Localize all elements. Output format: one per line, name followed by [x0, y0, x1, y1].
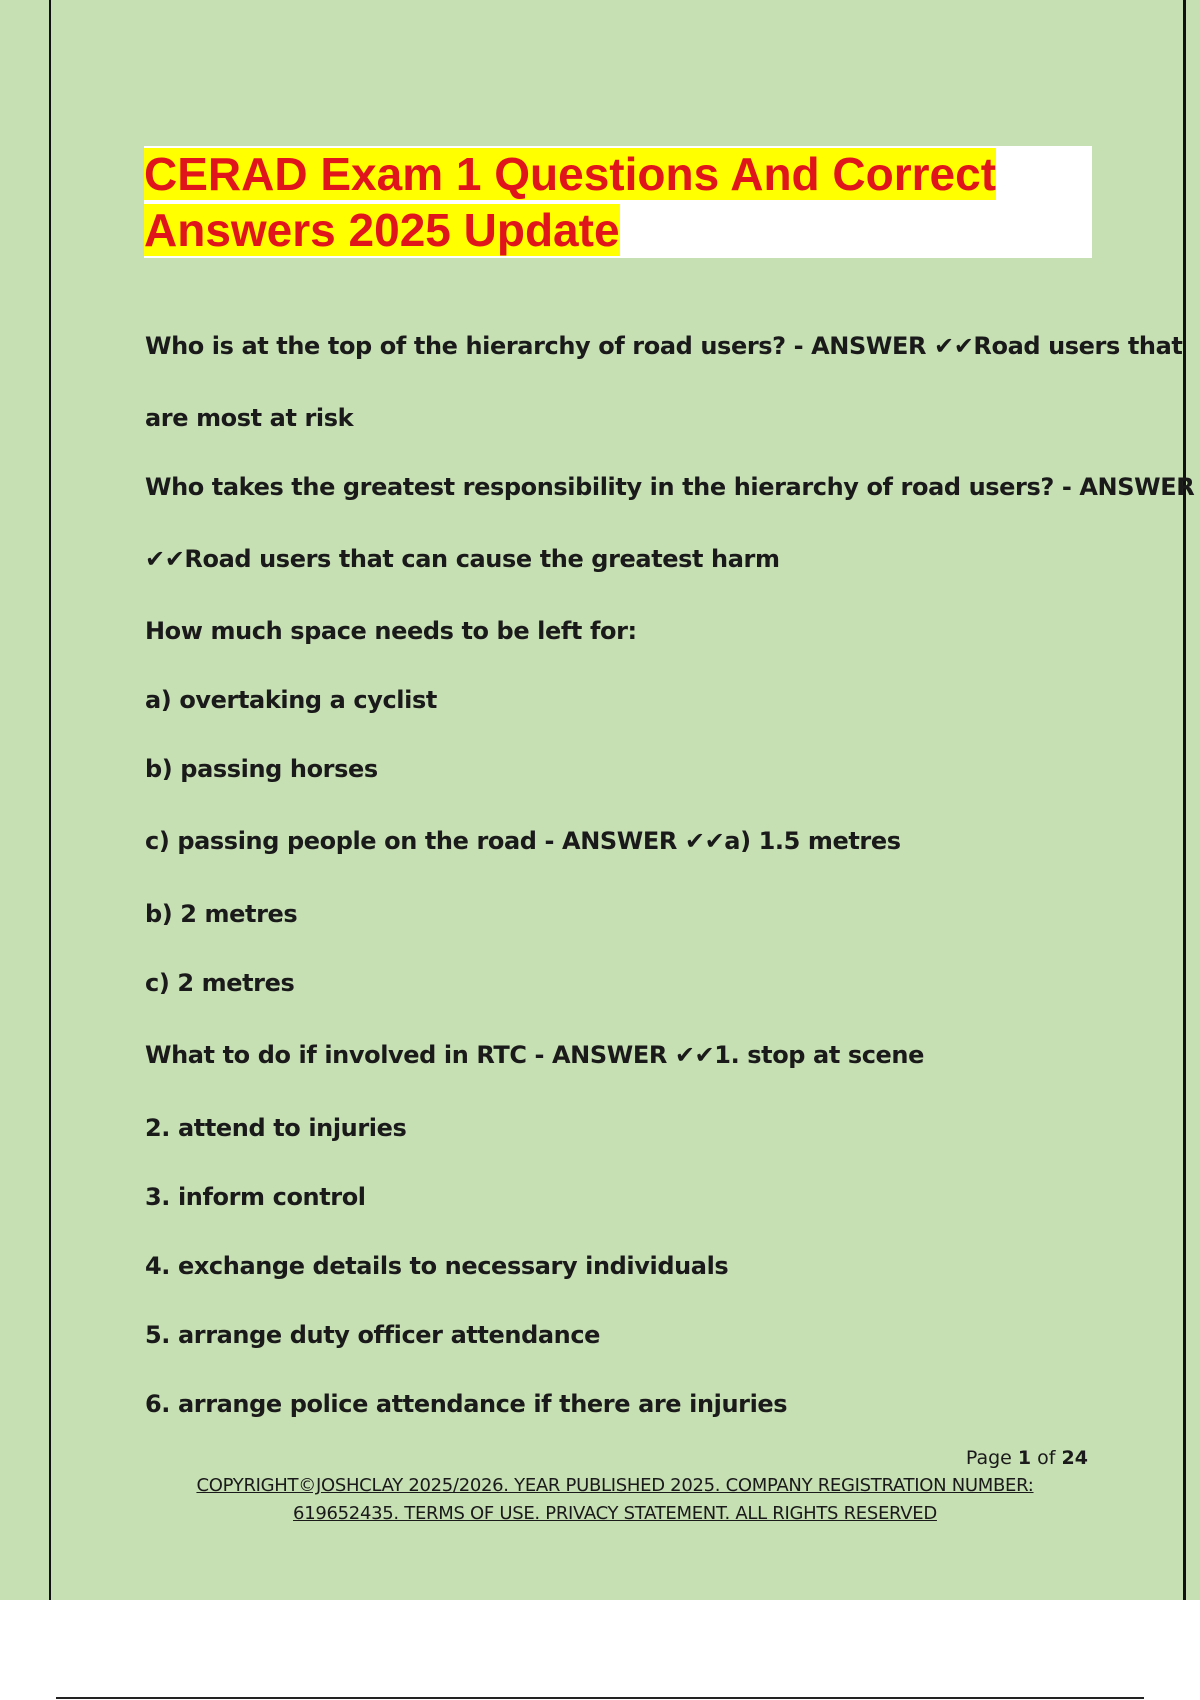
text-line: c) passing people on the road - ANSWER ✔✔a) 1.5 metres — [145, 827, 901, 855]
text-line: 6. arrange police attendance if there are injuries — [145, 1390, 788, 1418]
text-line: a) overtaking a cyclist — [145, 686, 437, 714]
text-line: c) 2 metres — [145, 969, 295, 997]
text-line: Who takes the greatest responsibility in the hierarchy of road users? - ANSWER — [145, 473, 1195, 501]
page-total: 24 — [1061, 1447, 1088, 1469]
copyright-line-1: COPYRIGHT©JOSHCLAY 2025/2026. YEAR PUBLISHED 2025. COMPANY REGISTRATION NUMBER: — [196, 1475, 1034, 1496]
text-line: What to do if involved in RTC - ANSWER ✔✔1. stop at scene — [145, 1041, 924, 1069]
text-line: 2. attend to injuries — [145, 1114, 407, 1142]
text-line: 4. exchange details to necessary individuals — [145, 1252, 729, 1280]
title-box — [144, 146, 1092, 258]
text-line: b) passing horses — [145, 755, 378, 783]
text-line: 5. arrange duty officer attendance — [145, 1321, 601, 1349]
copyright-notice — [150, 1472, 1080, 1528]
page-current: 1 — [1017, 1447, 1032, 1469]
title-line-1: CERAD Exam 1 Questions And Correct — [144, 148, 997, 200]
page-left-border — [49, 0, 51, 1600]
text-line: are most at risk — [145, 404, 354, 432]
text-line: b) 2 metres — [145, 900, 298, 928]
text-line: Who is at the top of the hierarchy of road users? - ANSWER ✔✔Road users that — [145, 332, 1183, 360]
page-number — [966, 1447, 1088, 1469]
next-page-top-rule — [56, 1697, 1144, 1699]
text-line: How much space needs to be left for: — [145, 617, 637, 645]
document-title — [144, 146, 1092, 258]
page-label: Page — [965, 1447, 1012, 1469]
page-of: of — [1037, 1447, 1056, 1469]
page-right-border — [1183, 0, 1186, 1600]
text-line: 3. inform control — [145, 1183, 366, 1211]
title-line-2: Answers 2025 Update — [144, 204, 620, 256]
text-line: ✔✔Road users that can cause the greatest harm — [145, 545, 780, 573]
copyright-line-2: 619652435. TERMS OF USE. PRIVACY STATEMENT. ALL RIGHTS RESERVED — [293, 1503, 937, 1524]
